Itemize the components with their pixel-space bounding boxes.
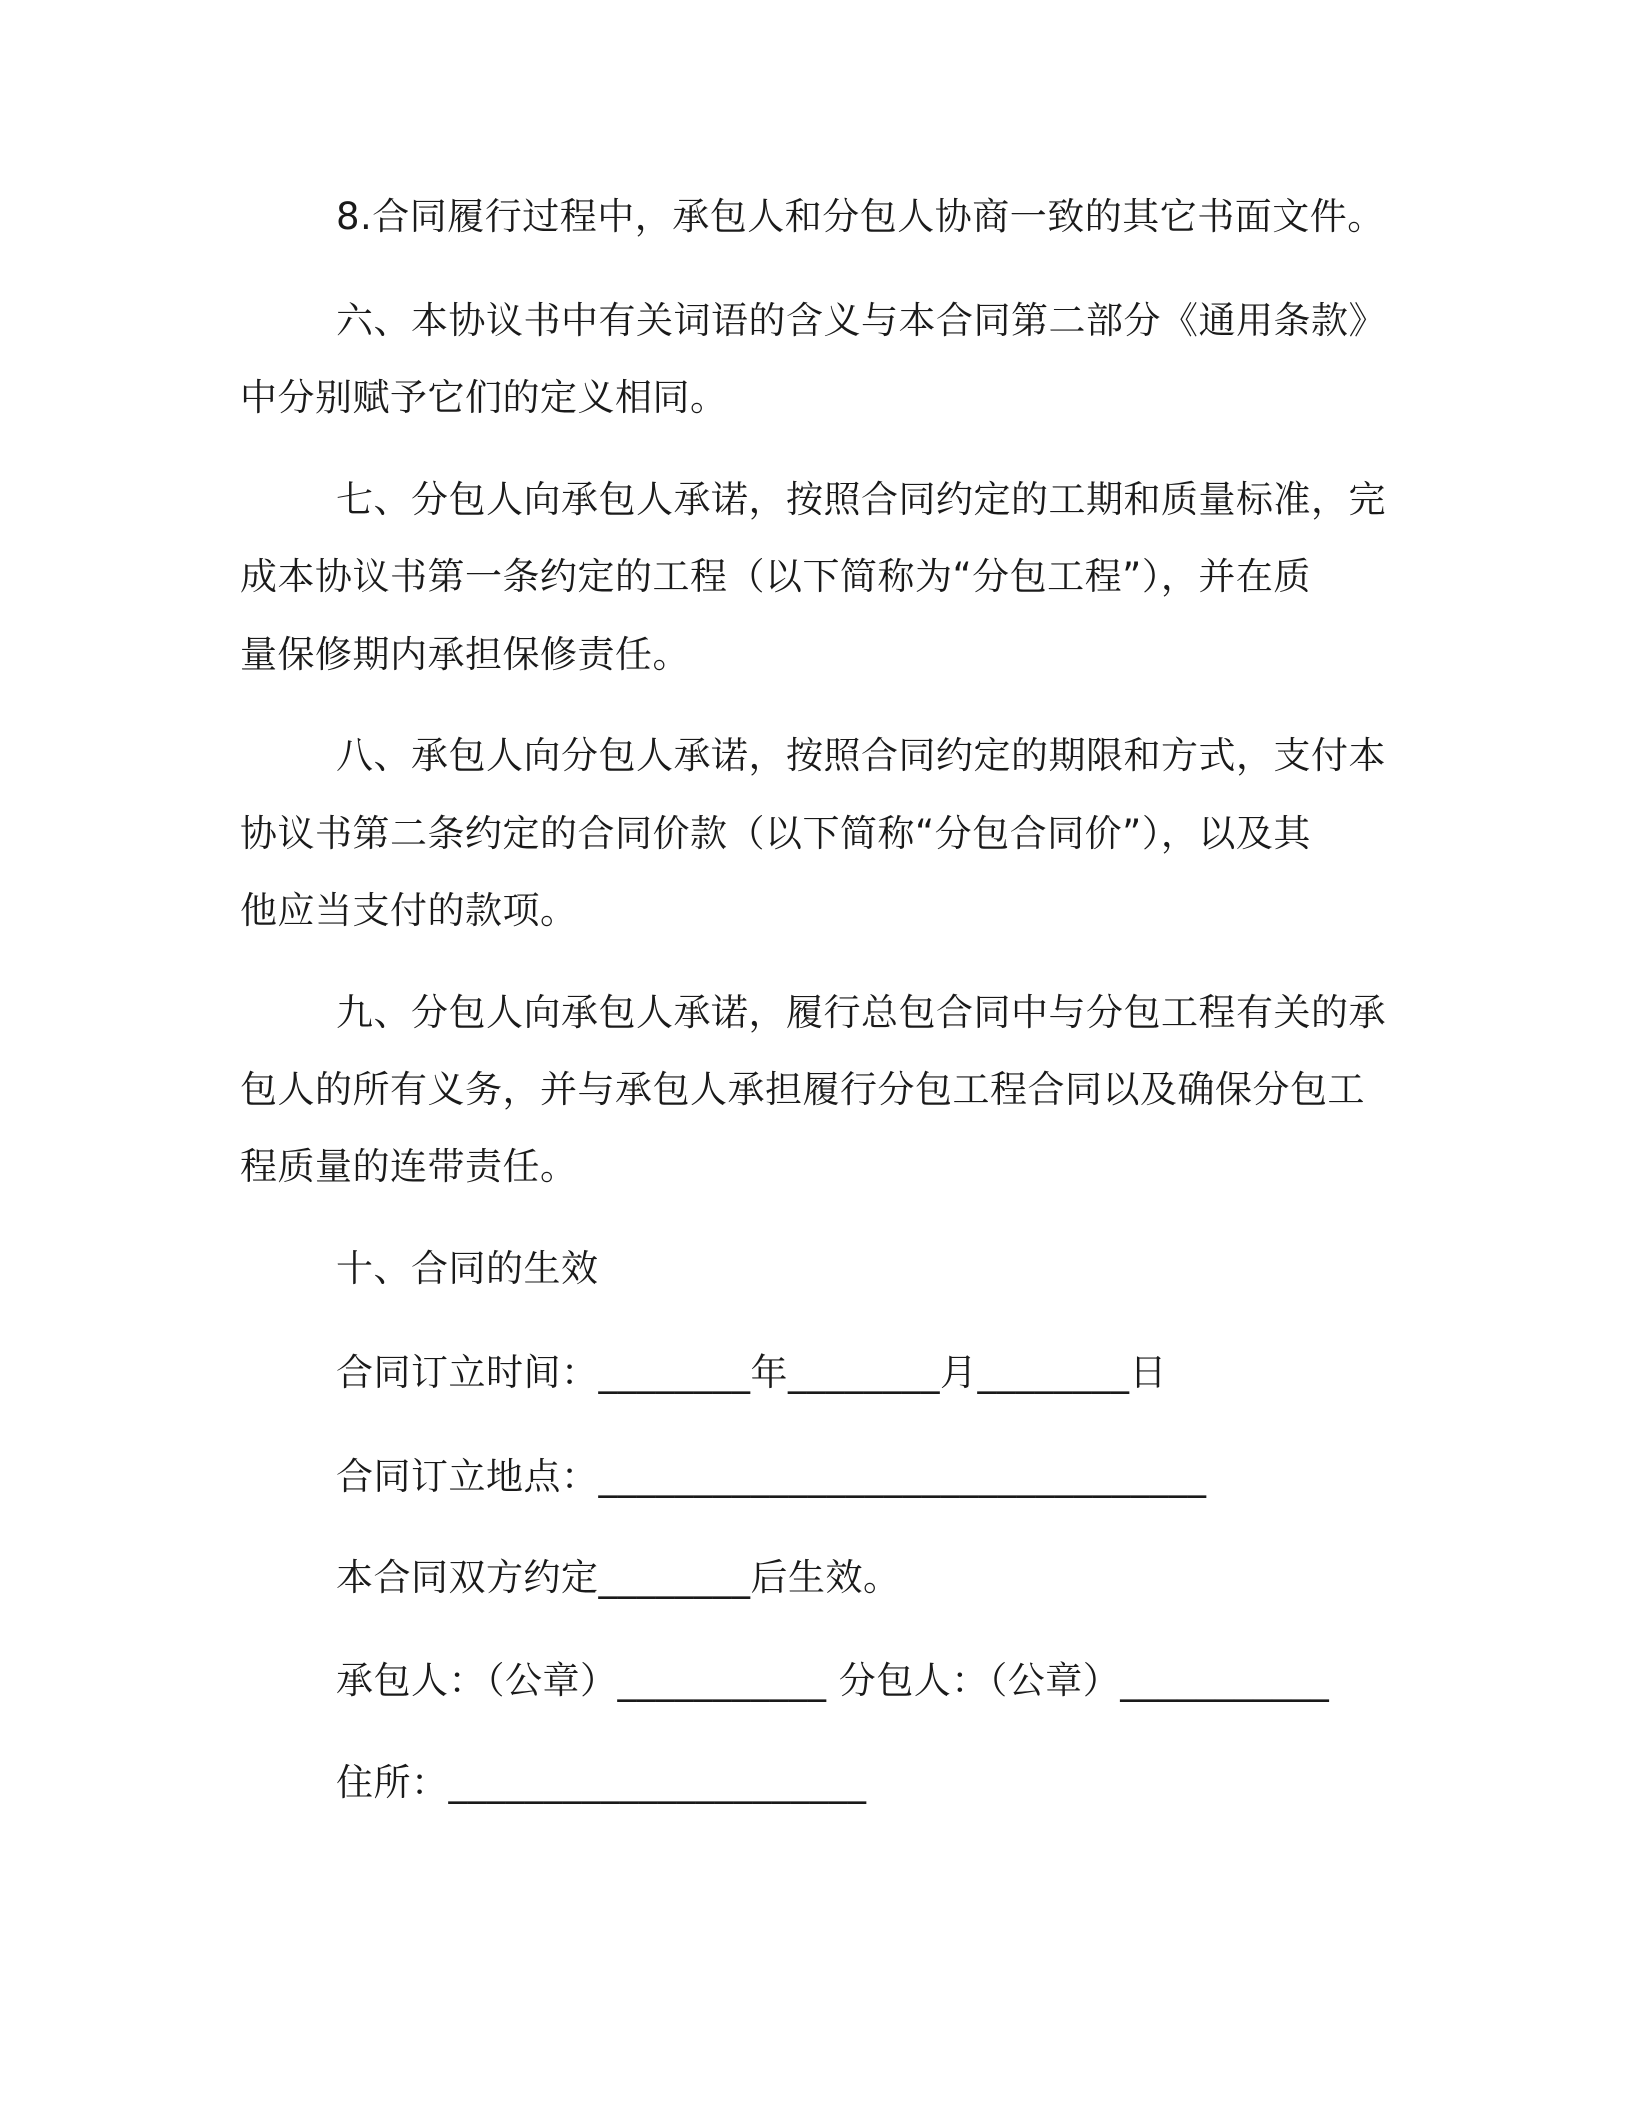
effective-condition-field: 本合同双方约定________后生效。 [336, 1556, 901, 1599]
signing-date-field: 合同订立时间：________年________月________日 [336, 1351, 1167, 1394]
clause-9-line-2: 包人的所有义务，并与承包人承担履行分包工程合同以及确保分包工 [240, 1068, 1365, 1111]
clause-8-line-3: 他应当支付的款项。 [240, 889, 578, 932]
clause-9-line-1: 九、分包人向承包人承诺，履行总包合同中与分包工程有关的承 [336, 991, 1386, 1034]
address-field: 住所：______________________ [336, 1761, 867, 1804]
clause-10-heading: 十、合同的生效 [336, 1247, 599, 1290]
clause-6-line-2: 中分别赋予它们的定义相同。 [240, 376, 728, 419]
clause-item-8: 8.合同履行过程中，承包人和分包人协商一致的其它书面文件。 [336, 195, 1385, 238]
clause-7-line-3: 量保修期内承担保修责任。 [240, 633, 690, 676]
clause-7-line-1: 七、分包人向承包人承诺，按照合同约定的工期和质量标准，完 [336, 478, 1386, 521]
clause-7-line-2: 成本协议书第一条约定的工程（以下简称为“分包工程”），并在质 [240, 555, 1311, 598]
party-seals-line: 承包人：（公章）___________ 分包人：（公章）___________ [336, 1659, 1330, 1702]
clause-9-line-3: 程质量的连带责任。 [240, 1145, 578, 1188]
signing-place-field: 合同订立地点：________________________________ [336, 1455, 1207, 1498]
clause-6-line-1: 六、本协议书中有关词语的含义与本合同第二部分《通用条款》 [336, 299, 1386, 342]
clause-8-line-2: 协议书第二条约定的合同价款（以下简称“分包合同价”），以及其 [240, 812, 1311, 855]
clause-8-line-1: 八、承包人向分包人承诺，按照合同约定的期限和方式，支付本 [336, 734, 1386, 777]
